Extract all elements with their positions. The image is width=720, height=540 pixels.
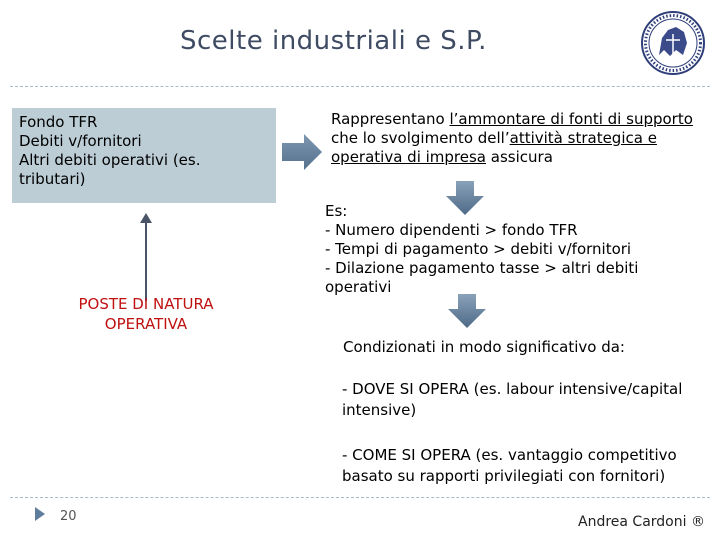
operative-items-box [12, 108, 276, 203]
right-arrow-icon [280, 132, 324, 172]
desc-part: che lo svolgimento dell’ [331, 129, 510, 147]
up-arrow-icon [137, 213, 155, 303]
box-line: Fondo TFR [19, 113, 98, 131]
poste-label [48, 294, 244, 334]
down-arrow-icon [446, 293, 488, 329]
condition-item: - DOVE SI OPERA (es. labour intensive/capital intensive) [342, 380, 683, 419]
condition-item: - COME SI OPERA (es. vantaggio competitivo basato su rapporti privilegiati con fornitori) [342, 446, 677, 485]
top-divider [10, 86, 710, 87]
author-credit: Andrea Cardoni ® [578, 514, 705, 530]
desc-underlined: attività strategica e operativa di impresa [331, 129, 657, 166]
example-heading: Es: [325, 202, 348, 220]
example-block [325, 202, 685, 297]
box-line: tributari) [19, 170, 86, 188]
description-text [331, 110, 701, 167]
box-line: Altri debiti operativi (es. [19, 151, 201, 169]
desc-part: assicura [486, 148, 553, 166]
slide-title: Scelte industriali e S.P. [180, 26, 487, 56]
example-item: - Numero dipendenti > fondo TFR [325, 221, 578, 239]
university-seal-icon [640, 10, 706, 76]
page-number: 20 [60, 509, 77, 524]
triangle-bullet-icon [34, 507, 46, 521]
bottom-divider [10, 497, 710, 498]
desc-underlined: l’ammontare di fonti di supporto [449, 110, 693, 128]
desc-part: Rappresentano [331, 110, 450, 128]
poste-line: POSTE DI NATURA [78, 295, 214, 313]
box-line: Debiti v/fornitori [19, 132, 142, 150]
example-item: - Dilazione pagamento tasse > altri debiti operativi [325, 259, 639, 296]
poste-line: OPERATIVA [104, 315, 188, 333]
example-item: - Tempi di pagamento > debiti v/fornitori [325, 240, 632, 258]
conditions-heading: Condizionati in modo significativo da: [343, 338, 625, 356]
